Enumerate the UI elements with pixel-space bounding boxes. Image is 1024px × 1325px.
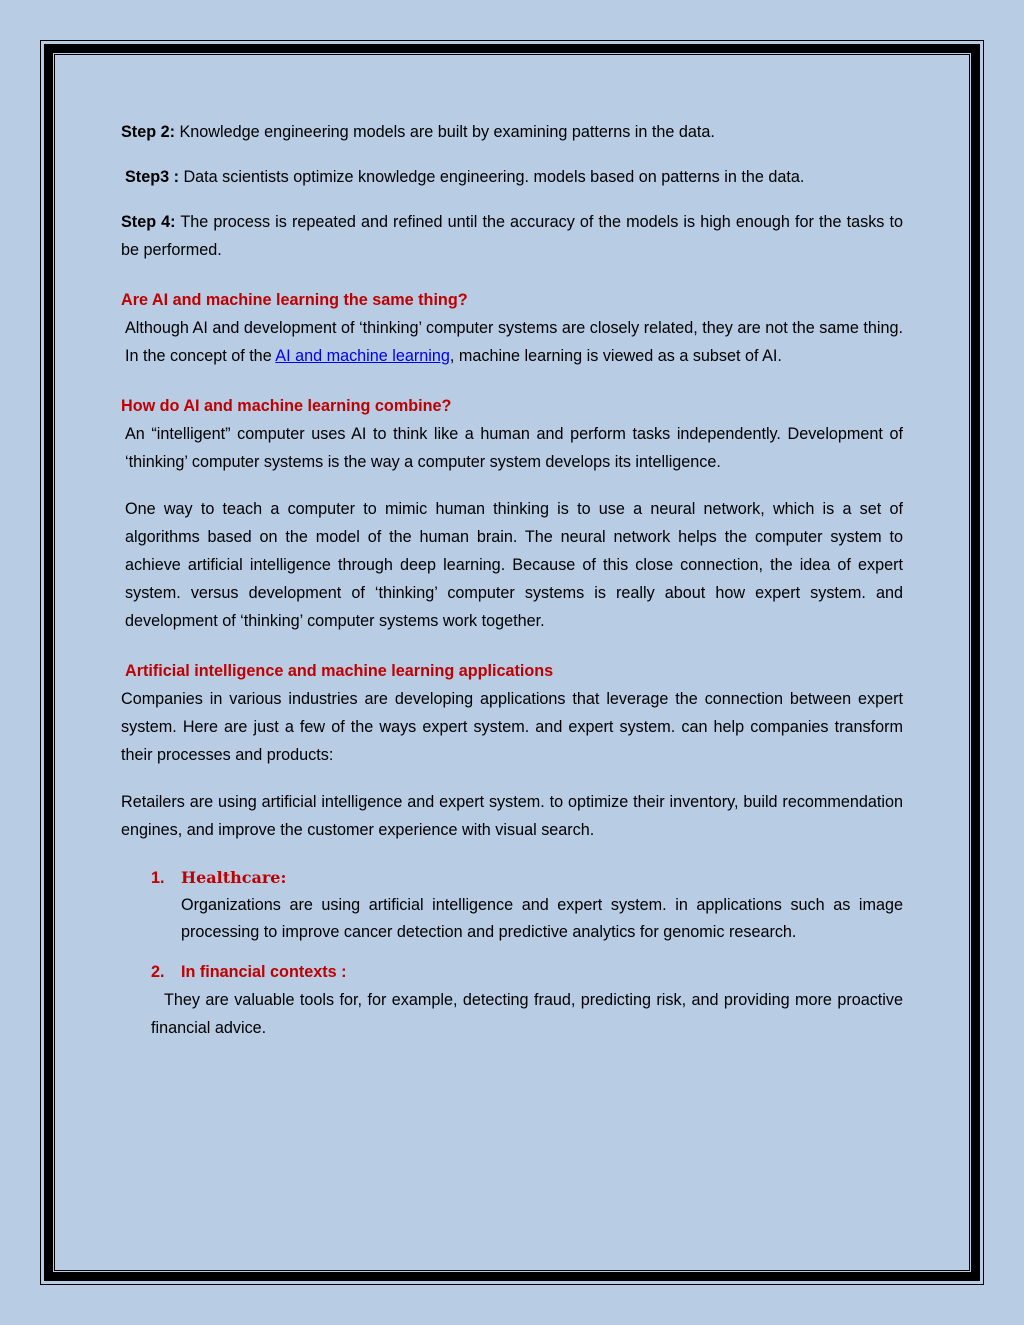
list-title-healthcare: Healthcare: [181, 868, 287, 887]
step-4-text: The process is repeated and refined until the accuracy of the models is high enough for the tasks to be performed. [121, 213, 903, 259]
section-1-text-before-link: Although AI and development of ‘thinking’ computer systems are closely related, they are not the same thing. In the concept of the [125, 319, 903, 365]
step-3-text: Data scientists optimize knowledge engineering. models based on patterns in the data. [178, 168, 805, 186]
section-heading-applications: Artificial intelligence and machine learning applications [125, 662, 554, 680]
list-number: 1. [151, 869, 165, 887]
section-2-paragraph-2: One way to teach a computer to mimic human thinking is to use a neural network, which is a set of algorithms based on the model of the human brain. The neural network helps the computer system to achieve artificial intelligence through deep learning. Because of this close connection, the idea of expert system. versus development of ‘thinking’ computer systems is really about how expert system. and development of ‘thinking’ computer systems work together. [125, 500, 903, 630]
step-2-text: Knowledge engineering models are built by examining patterns in the data. [174, 123, 715, 141]
step-2-paragraph [121, 118, 903, 146]
section-heading-same-thing: Are AI and machine learning the same thing? [121, 291, 468, 309]
step-4-paragraph [121, 208, 903, 264]
list-body-financial: They are valuable tools for, for example, detecting fraud, predicting risk, and providing more proactive financial advice. [151, 991, 903, 1037]
section-3-paragraph-1: Companies in various industries are developing applications that leverage the connection between expert system. Here are just a few of the ways expert system. and expert system. can help companies transform their processes and products: [121, 690, 903, 764]
step-3-paragraph [121, 163, 903, 191]
list-body-healthcare: Organizations are using artificial intelligence and expert system. in applications such as image processing to improve cancer detection and predictive analytics for genomic research. [181, 896, 903, 941]
step-4-label: Step 4: [121, 213, 176, 231]
section-1-paragraph [121, 314, 903, 370]
list-item-healthcare [151, 864, 903, 892]
list-item-financial [151, 958, 903, 986]
list-title-financial: In financial contexts : [181, 963, 347, 981]
section-1-text-after-link: , machine learning is viewed as a subset of AI. [449, 347, 782, 365]
section-2-paragraph-1: An “intelligent” computer uses AI to think like a human and perform tasks independently. Development of ‘thinking’ computer systems is the way a computer system develops its intelligence. [125, 425, 903, 471]
list-number: 2. [151, 963, 165, 981]
step-3-label: Step3 : [125, 168, 179, 186]
ai-ml-link[interactable]: AI and machine learning [275, 347, 450, 365]
section-3-paragraph-2: Retailers are using artificial intelligence and expert system. to optimize their inventory, build recommendation engines, and improve the customer experience with visual search. [121, 793, 903, 839]
section-heading-combine: How do AI and machine learning combine? [121, 397, 452, 415]
step-2-label: Step 2: [121, 123, 175, 141]
applications-list [121, 864, 903, 1042]
document-content [121, 118, 903, 1042]
